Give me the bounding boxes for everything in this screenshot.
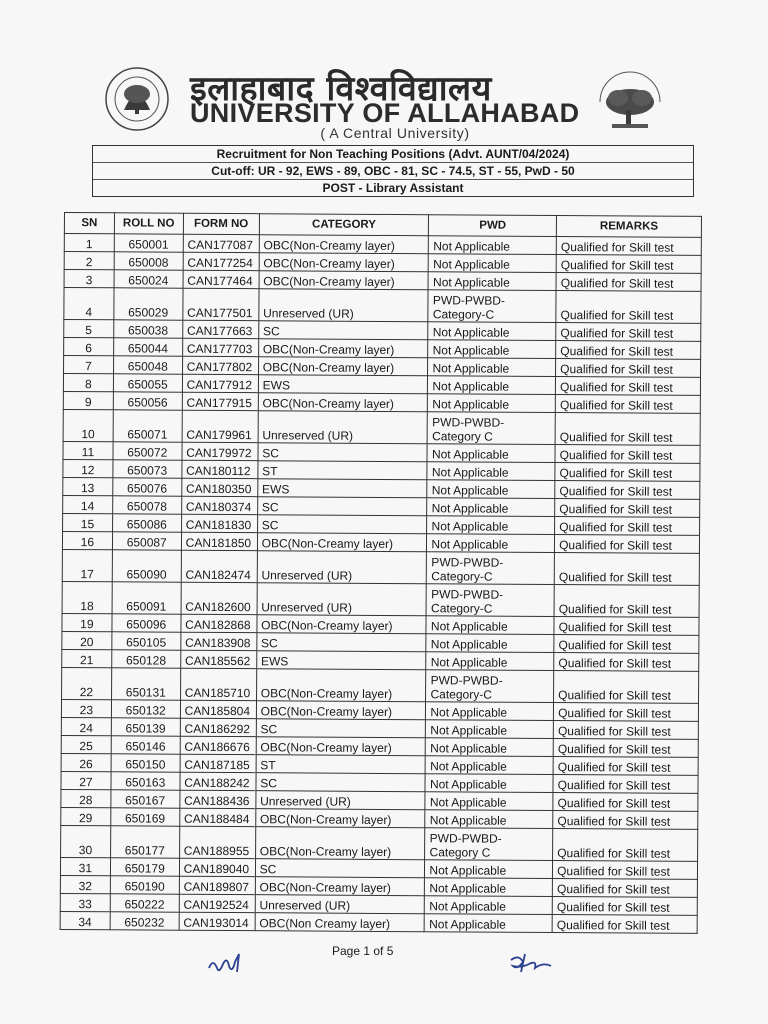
university-title-english: UNIVERSITY OF ALLAHABAD (190, 98, 580, 128)
cell-category: SC (256, 773, 426, 792)
cell-form-no: CAN180374 (181, 496, 257, 514)
cell-pwd: Not Applicable (428, 358, 556, 377)
cell-category: Unreserved (UR) (255, 895, 425, 914)
cell-sn: 34 (60, 911, 110, 929)
cell-category: OBC(Non-Creamy layer) (259, 271, 429, 290)
cell-roll-no: 650190 (110, 876, 179, 894)
cell-roll-no: 650076 (113, 478, 182, 496)
cell-category: OBC(Non-Creamy layer) (258, 393, 428, 412)
cell-form-no: CAN179961 (182, 410, 258, 442)
cell-pwd: PWD-PWBD-Category C (425, 828, 553, 861)
cell-remarks: Qualified for Skill test (553, 720, 698, 739)
cell-remarks: Qualified for Skill test (554, 671, 699, 704)
cell-roll-no: 650038 (114, 320, 183, 338)
cell-category: ST (256, 755, 426, 774)
cell-sn: 12 (63, 459, 113, 477)
cell-sn: 18 (62, 581, 112, 613)
cell-pwd: Not Applicable (426, 702, 554, 721)
cell-pwd: Not Applicable (426, 738, 554, 757)
recruitment-info-box (92, 145, 694, 197)
cell-roll-no: 650096 (112, 614, 181, 632)
cell-roll-no: 650029 (114, 288, 183, 320)
cell-roll-no: 650091 (112, 582, 181, 614)
cell-form-no: CAN180112 (182, 460, 258, 478)
cell-sn: 29 (61, 807, 111, 825)
cell-pwd: Not Applicable (427, 462, 555, 481)
cell-pwd: PWD-PWBD-Category-C (427, 584, 555, 617)
table-row (64, 288, 701, 324)
cell-form-no: CAN188436 (180, 790, 256, 808)
cell-sn: 9 (63, 391, 113, 409)
cell-pwd: Not Applicable (427, 444, 555, 463)
cell-roll-no: 650131 (111, 668, 180, 700)
cell-form-no: CAN181830 (181, 514, 257, 532)
cell-sn: 25 (61, 735, 111, 753)
cell-category: OBC(Non-Creamy layer) (258, 339, 428, 358)
cell-form-no: CAN177501 (183, 288, 259, 320)
signature-right (505, 950, 557, 978)
cell-pwd: Not Applicable (428, 376, 556, 395)
cell-roll-no: 650086 (112, 514, 181, 532)
cell-pwd: Not Applicable (425, 860, 553, 879)
cell-roll-no: 650087 (112, 532, 181, 550)
cell-remarks: Qualified for Skill test (556, 377, 701, 396)
cell-category: SC (257, 497, 427, 516)
header-remarks: REMARKS (557, 216, 702, 238)
cell-pwd: Not Applicable (428, 340, 556, 359)
cell-roll-no: 650169 (111, 808, 180, 826)
cell-remarks: Qualified for Skill test (554, 585, 699, 618)
cell-form-no: CAN180350 (181, 478, 257, 496)
cell-sn: 13 (63, 477, 113, 495)
cell-category: ST (258, 461, 428, 480)
cell-pwd: Not Applicable (427, 498, 555, 517)
cell-pwd: Not Applicable (426, 720, 554, 739)
cell-category: Unreserved (UR) (259, 289, 429, 322)
cell-sn: 14 (63, 495, 113, 513)
cell-pwd: Not Applicable (427, 480, 555, 499)
cell-sn: 6 (64, 338, 114, 356)
cell-roll-no: 650128 (112, 650, 181, 668)
cell-category: OBC(Non-Creamy layer) (257, 615, 427, 634)
cell-remarks: Qualified for Skill test (556, 341, 701, 360)
cell-remarks: Qualified for Skill test (555, 395, 700, 414)
cell-roll-no: 650177 (110, 826, 179, 858)
cell-category: EWS (256, 651, 426, 670)
cell-category: SC (258, 321, 428, 340)
cell-roll-no: 650146 (111, 736, 180, 754)
cell-category: OBC(Non-Creamy layer) (256, 737, 426, 756)
cell-form-no: CAN177703 (182, 338, 258, 356)
cell-pwd: Not Applicable (425, 810, 553, 829)
cell-sn: 1 (64, 234, 114, 252)
cell-remarks: Qualified for Skill test (555, 499, 700, 518)
cell-category: SC (257, 515, 427, 534)
table-row (60, 911, 697, 933)
cell-form-no: CAN177464 (183, 270, 259, 288)
post-line: POST - Library Assistant (322, 181, 464, 195)
table-row (62, 581, 699, 617)
cell-sn: 11 (63, 441, 113, 459)
results-table (60, 212, 702, 934)
cell-roll-no: 650044 (113, 338, 182, 356)
cell-pwd: PWD-PWBD-Category C (428, 412, 556, 445)
cell-pwd: Not Applicable (425, 774, 553, 793)
cell-pwd: Not Applicable (427, 534, 555, 553)
cell-pwd: Not Applicable (427, 516, 555, 535)
cell-roll-no: 650072 (113, 442, 182, 460)
cell-category: OBC(Non-Creamy layer) (256, 669, 426, 702)
cell-pwd: Not Applicable (425, 896, 553, 915)
table-row (61, 825, 698, 861)
cell-roll-no: 650001 (114, 234, 183, 252)
cell-form-no: CAN185804 (180, 700, 256, 718)
cell-remarks: Qualified for Skill test (556, 237, 701, 256)
cell-sn: 20 (62, 631, 112, 649)
cell-form-no: CAN187185 (180, 754, 256, 772)
cell-sn: 24 (61, 717, 111, 735)
cell-remarks: Qualified for Skill test (553, 738, 698, 757)
cell-pwd: PWD-PWBD-Category-C (428, 290, 556, 323)
cell-pwd: Not Applicable (426, 634, 554, 653)
header-pwd: PWD (429, 215, 557, 237)
cell-remarks: Qualified for Skill test (553, 774, 698, 793)
cell-category: Unreserved (UR) (258, 411, 428, 444)
cell-form-no: CAN177915 (182, 392, 258, 410)
cell-form-no: CAN182600 (181, 582, 257, 614)
cell-roll-no: 650232 (110, 912, 179, 930)
cell-remarks: Qualified for Skill test (555, 445, 700, 464)
cell-form-no: CAN186292 (180, 718, 256, 736)
cell-pwd: PWD-PWBD-Category-C (426, 670, 554, 703)
cell-remarks: Qualified for Skill test (553, 828, 698, 861)
cell-form-no: CAN182474 (181, 550, 257, 582)
cell-category: OBC(Non-Creamy layer) (259, 253, 429, 272)
cell-sn: 3 (64, 270, 114, 288)
cell-roll-no: 650008 (114, 252, 183, 270)
cell-pwd: Not Applicable (425, 792, 553, 811)
cell-remarks: Qualified for Skill test (556, 359, 701, 378)
cell-form-no: CAN188484 (179, 808, 255, 826)
cell-remarks: Qualified for Skill test (554, 703, 699, 722)
cell-sn: 27 (61, 771, 111, 789)
cell-remarks: Qualified for Skill test (556, 291, 701, 324)
cell-roll-no: 650048 (113, 356, 182, 374)
cell-category: EWS (258, 375, 428, 394)
cell-pwd: Not Applicable (426, 616, 554, 635)
cell-category: SC (258, 443, 428, 462)
cell-remarks: Qualified for Skill test (552, 914, 697, 933)
cell-form-no: CAN183908 (181, 632, 257, 650)
table-row (63, 409, 700, 445)
table-row (62, 667, 699, 703)
cell-category: OBC(Non-Creamy layer) (258, 357, 428, 376)
cell-sn: 17 (62, 549, 112, 581)
signature-left (205, 950, 251, 978)
cell-roll-no: 650222 (110, 894, 179, 912)
cell-form-no: CAN188955 (179, 826, 255, 858)
cell-remarks: Qualified for Skill test (555, 463, 700, 482)
university-title-hindi: इलाहाबाद विश्वविद्यालय (190, 69, 492, 109)
page-number: Page 1 of 5 (332, 944, 394, 958)
cell-roll-no: 650150 (111, 754, 180, 772)
cell-sn: 22 (62, 667, 112, 699)
cell-roll-no: 650163 (111, 772, 180, 790)
cell-roll-no: 650179 (110, 858, 179, 876)
cell-sn: 31 (60, 857, 110, 875)
cell-pwd: Not Applicable (428, 394, 556, 413)
cell-roll-no: 650071 (113, 410, 182, 442)
cell-category: OBC(Non Creamy layer) (255, 913, 425, 932)
cutoff-line: Cut-off: UR - 92, EWS - 89, OBC - 81, SC - 74.5, ST - 55, PwD - 50 (93, 163, 693, 180)
cell-roll-no: 650073 (113, 460, 182, 478)
cell-pwd: Not Applicable (429, 254, 557, 273)
cell-remarks: Qualified for Skill test (556, 255, 701, 274)
cell-category: SC (256, 719, 426, 738)
cell-remarks: Qualified for Skill test (553, 792, 698, 811)
cell-sn: 16 (62, 531, 112, 549)
cell-pwd: Not Applicable (425, 914, 553, 933)
cell-form-no: CAN177087 (183, 234, 259, 252)
cell-form-no: CAN192524 (179, 894, 255, 912)
cell-remarks: Qualified for Skill test (554, 617, 699, 636)
cell-remarks: Qualified for Skill test (555, 481, 700, 500)
cell-sn: 5 (64, 320, 114, 338)
cell-remarks: Qualified for Skill test (552, 896, 697, 915)
cell-roll-no: 650055 (113, 374, 182, 392)
cell-remarks: Qualified for Skill test (554, 553, 699, 586)
cell-remarks: Qualified for Skill test (556, 323, 701, 342)
cell-remarks: Qualified for Skill test (553, 860, 698, 879)
header-form-no: FORM NO (183, 213, 259, 234)
cell-category: SC (255, 859, 425, 878)
cell-sn: 19 (62, 613, 112, 631)
cell-form-no: CAN179972 (182, 442, 258, 460)
cell-pwd: Not Applicable (426, 756, 554, 775)
cell-remarks: Qualified for Skill test (552, 878, 697, 897)
cell-form-no: CAN177912 (182, 374, 258, 392)
cell-remarks: Qualified for Skill test (555, 535, 700, 554)
cell-roll-no: 650167 (111, 790, 180, 808)
cell-category: OBC(Non-Creamy layer) (255, 809, 425, 828)
cell-sn: 8 (63, 374, 113, 392)
cell-form-no: CAN181850 (181, 532, 257, 550)
cell-sn: 4 (64, 288, 114, 320)
cell-sn: 28 (61, 789, 111, 807)
cell-roll-no: 650024 (114, 270, 183, 288)
cell-sn: 10 (63, 409, 113, 441)
cell-category: OBC(Non-Creamy layer) (257, 533, 427, 552)
cell-remarks: Qualified for Skill test (555, 517, 700, 536)
cell-sn: 23 (61, 699, 111, 717)
cell-category: Unreserved (UR) (256, 791, 426, 810)
cell-category: OBC(Non-Creamy layer) (255, 877, 425, 896)
cell-sn: 2 (64, 252, 114, 270)
cell-pwd: PWD-PWBD-Category-C (427, 552, 555, 585)
cell-sn: 32 (60, 875, 110, 893)
cell-category: OBC(Non-Creamy layer) (255, 827, 425, 860)
cell-pwd: Not Applicable (425, 878, 553, 897)
cell-form-no: CAN185562 (180, 650, 256, 668)
cell-form-no: CAN189807 (179, 876, 255, 894)
cell-form-no: CAN177802 (182, 356, 258, 374)
cell-remarks: Qualified for Skill test (554, 635, 699, 654)
cell-pwd: Not Applicable (428, 322, 556, 341)
results-table-body (60, 234, 701, 934)
cell-form-no: CAN188242 (180, 772, 256, 790)
cell-sn: 33 (60, 893, 110, 911)
cell-form-no: CAN177254 (183, 252, 259, 270)
cell-sn: 30 (61, 825, 111, 857)
cell-category: OBC(Non-Creamy layer) (256, 701, 426, 720)
cell-pwd: Not Applicable (426, 652, 554, 671)
table-row (62, 549, 699, 585)
advertisement-line: Recruitment for Non Teaching Positions (Advt. AUNT/04/2024) (93, 146, 693, 163)
cell-form-no: CAN186676 (180, 736, 256, 754)
cell-roll-no: 650078 (112, 496, 181, 514)
cell-category: SC (257, 633, 427, 652)
cell-sn: 7 (64, 356, 114, 374)
cell-category: Unreserved (UR) (257, 551, 427, 584)
cell-form-no: CAN193014 (179, 912, 255, 930)
cell-category: EWS (257, 479, 427, 498)
cell-remarks: Qualified for Skill test (556, 273, 701, 292)
cell-roll-no: 650090 (112, 550, 181, 582)
university-seal-left-icon (104, 66, 170, 132)
cell-form-no: CAN189040 (179, 858, 255, 876)
cell-remarks: Qualified for Skill test (553, 810, 698, 829)
cell-roll-no: 650132 (111, 700, 180, 718)
cell-category: OBC(Non-Creamy layer) (259, 235, 429, 254)
cell-category: Unreserved (UR) (257, 583, 427, 616)
cell-form-no: CAN185710 (180, 668, 256, 700)
cell-pwd: Not Applicable (429, 272, 557, 291)
cell-remarks: Qualified for Skill test (553, 756, 698, 775)
cell-remarks: Qualified for Skill test (555, 413, 700, 446)
cell-roll-no: 650056 (113, 392, 182, 410)
cell-roll-no: 650139 (111, 718, 180, 736)
cell-form-no: CAN182868 (181, 614, 257, 632)
cell-pwd: Not Applicable (429, 236, 557, 255)
cell-remarks: Qualified for Skill test (554, 653, 699, 672)
cell-sn: 26 (61, 753, 111, 771)
cell-form-no: CAN177663 (182, 320, 258, 338)
header-category: CATEGORY (259, 214, 429, 236)
cell-roll-no: 650105 (112, 632, 181, 650)
header-sn: SN (64, 213, 114, 234)
university-emblem-right-icon (592, 68, 668, 134)
cell-sn: 21 (62, 649, 112, 667)
university-subtitle: ( A Central University) (320, 125, 470, 141)
header-roll-no: ROLL NO (114, 213, 183, 234)
cell-sn: 15 (63, 513, 113, 531)
